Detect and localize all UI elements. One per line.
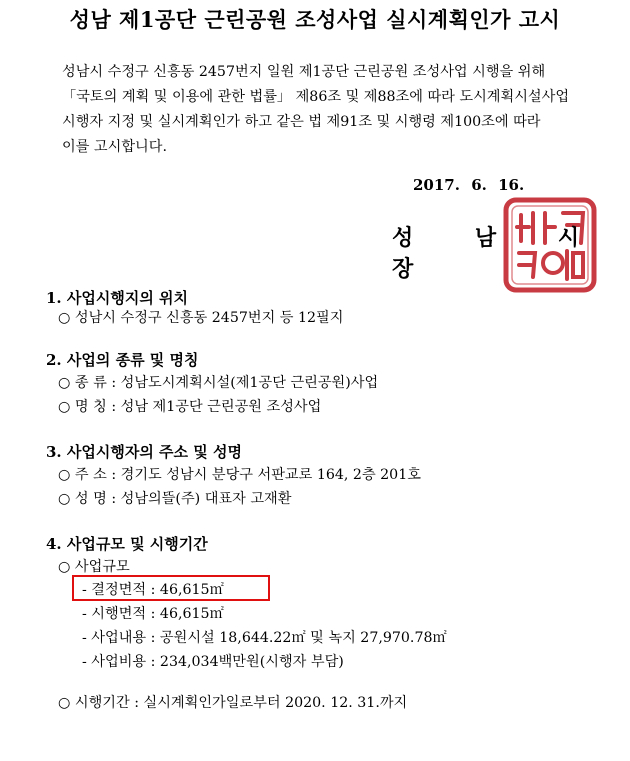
subitem-project-cost: - 사업비용 : 234,034백만원(시행자 부담): [82, 654, 344, 670]
intro-line: 「국토의 계획 및 이용에 관한 법률」 제86조 및 제88조에 따라 도시계획시설사업: [62, 89, 570, 105]
intro-line: 이를 고시합니다.: [62, 139, 167, 155]
section-item: ○ 종 류 : 성남도시계획시설(제1공단 근린공원)사업: [58, 375, 379, 391]
section-item: ○ 성 명 : 성남의뜰(주) 대표자 고재환: [58, 491, 292, 507]
subitem-project-content: - 사업내용 : 공원시설 18,644.22㎡ 및 녹지 27,970.78㎡: [82, 630, 447, 646]
intro-line: 시행자 지정 및 실시계획인가 하고 같은 법 제91조 및 시행령 제100조에 따라: [62, 114, 541, 130]
section-item: ○ 명 칭 : 성남 제1공단 근린공원 조성사업: [58, 399, 322, 415]
subitem-execution-area: - 시행면적 : 46,615㎡: [82, 606, 224, 622]
signer-name: 성 남 시 장: [392, 225, 607, 282]
section-heading: 4. 사업규모 및 시행기간: [46, 535, 208, 553]
intro-line: 성남시 수정구 신흥동 2457번지 일원 제1공단 근린공원 조성사업 시행을 위해: [62, 64, 546, 80]
section-item: ○ 성남시 수정구 신흥동 2457번지 등 12필지: [58, 310, 344, 326]
section-item: ○ 주 소 : 경기도 성남시 분당구 서판교로 164, 2층 201호: [58, 467, 421, 483]
section-heading: 2. 사업의 종류 및 명칭: [46, 351, 199, 369]
document-title: 성남 제1공단 근린공원 조성사업 실시계획인가 고시: [69, 7, 561, 32]
subitem-decision-area: - 결정면적 : 46,615㎡: [82, 582, 224, 598]
notice-date: 2017. 6. 16.: [413, 176, 525, 194]
section-item-period: ○ 시행기간 : 실시계획인가일로부터 2020. 12. 31.까지: [58, 695, 408, 711]
intro-paragraph: [62, 60, 610, 160]
section-heading: 1. 사업시행지의 위치: [46, 289, 189, 307]
section-item: ○ 사업규모: [58, 559, 130, 575]
section-heading: 3. 사업시행자의 주소 및 성명: [46, 443, 242, 461]
